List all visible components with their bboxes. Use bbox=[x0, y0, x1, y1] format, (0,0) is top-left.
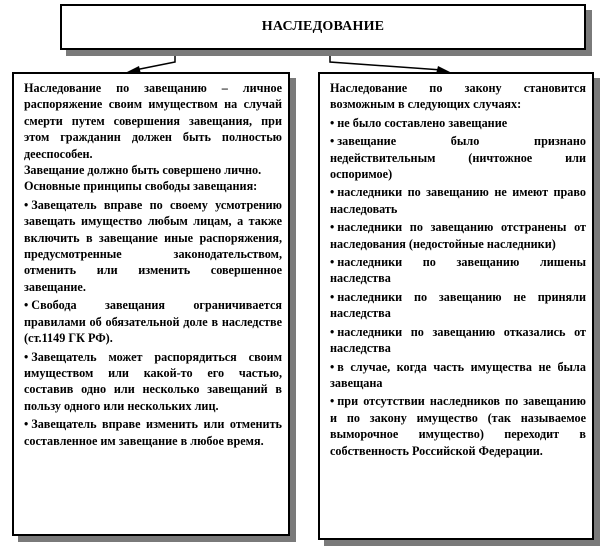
principles-heading: Основные принципы свободы завещания: bbox=[24, 179, 258, 194]
right-intro: Наследование по закону становится возможным в следующих случаях: bbox=[330, 81, 586, 112]
statutory-succession-block bbox=[318, 72, 600, 546]
diagram-title: НАСЛЕДОВАНИЕ bbox=[60, 4, 586, 50]
principle-item bbox=[24, 416, 282, 449]
bullet-marker: • bbox=[330, 255, 335, 270]
arrow-right-line bbox=[330, 56, 442, 70]
bullet-marker: • bbox=[330, 185, 335, 200]
bullet-marker: • bbox=[24, 197, 29, 212]
bullet-marker: • bbox=[330, 134, 335, 149]
left-block-box bbox=[12, 72, 290, 536]
case-item-text: наследники по завещанию не приняли наследства bbox=[330, 289, 586, 321]
principle-item-text: Завещатель вправе изменить или отменить составленное им завещание в любое время. bbox=[24, 417, 282, 448]
case-item-text: в случае, когда часть имущества не была завещана bbox=[330, 359, 586, 390]
case-item bbox=[330, 324, 586, 357]
testamentary-succession-block bbox=[12, 72, 296, 542]
bullet-marker: • bbox=[24, 298, 29, 313]
case-item-text: при отсутствии наследников по завещанию и по закону имущество (так называемое выморочное имущество) переходит в собственность Российской Федерации. bbox=[330, 394, 586, 458]
bullet-marker: • bbox=[330, 115, 335, 130]
case-item-text: не было составлено завещание bbox=[337, 115, 508, 130]
principle-item bbox=[24, 349, 282, 415]
right-block-box bbox=[318, 72, 594, 540]
principle-item-text: Свобода завещания ограничивается правилами об обязательной доле в наследстве (ст.1149 ГК РФ). bbox=[24, 298, 282, 346]
case-item bbox=[330, 133, 586, 182]
bullet-marker: • bbox=[24, 349, 29, 364]
bullet-marker: • bbox=[330, 324, 335, 339]
principle-item-text: Завещатель вправе по своему усмотрению завещать имущество любым лицам, а также включить в завещание иные распоряжения, предусмотренные законодательством, отменить или изменить совершенное завещание. bbox=[24, 197, 282, 294]
bullet-marker: • bbox=[24, 417, 29, 432]
left-personal-note: Завещание должно быть совершено лично. bbox=[24, 163, 262, 178]
case-item bbox=[330, 393, 586, 459]
case-item bbox=[330, 254, 586, 287]
arrow-left-line bbox=[135, 56, 175, 70]
case-item-text: наследники по завещанию отказались от наследства bbox=[330, 324, 586, 356]
principle-item bbox=[24, 197, 282, 295]
principles-list bbox=[24, 197, 282, 449]
bullet-marker: • bbox=[330, 289, 335, 304]
case-item bbox=[330, 359, 586, 392]
case-item-text: завещание было признано недействительным (ничтожное или оспоримое) bbox=[330, 134, 586, 182]
left-intro: Наследование по завещанию – личное распоряжение своим имуществом на случай смерти путем совершения завещания, при этом гражданин должен быть полностью дееспособен. bbox=[24, 81, 282, 161]
principle-item-text: Завещатель может распорядиться своим имуществом или какой-то его частью, составив одно или несколько завещаний в пользу одного или нескольких лиц. bbox=[24, 349, 282, 413]
bullet-marker: • bbox=[330, 359, 335, 374]
case-item bbox=[330, 289, 586, 322]
case-item bbox=[330, 115, 586, 131]
case-item-text: наследники по завещанию отстранены от наследования (недостойные наследники) bbox=[330, 220, 586, 251]
cases-list bbox=[330, 115, 586, 459]
principle-item bbox=[24, 297, 282, 346]
bullet-marker: • bbox=[330, 220, 335, 235]
case-item-text: наследники по завещанию не имеют право наследовать bbox=[330, 185, 586, 216]
case-item-text: наследники по завещанию лишены наследства bbox=[330, 255, 586, 286]
case-item bbox=[330, 219, 586, 252]
case-item bbox=[330, 184, 586, 217]
bullet-marker: • bbox=[330, 394, 335, 409]
